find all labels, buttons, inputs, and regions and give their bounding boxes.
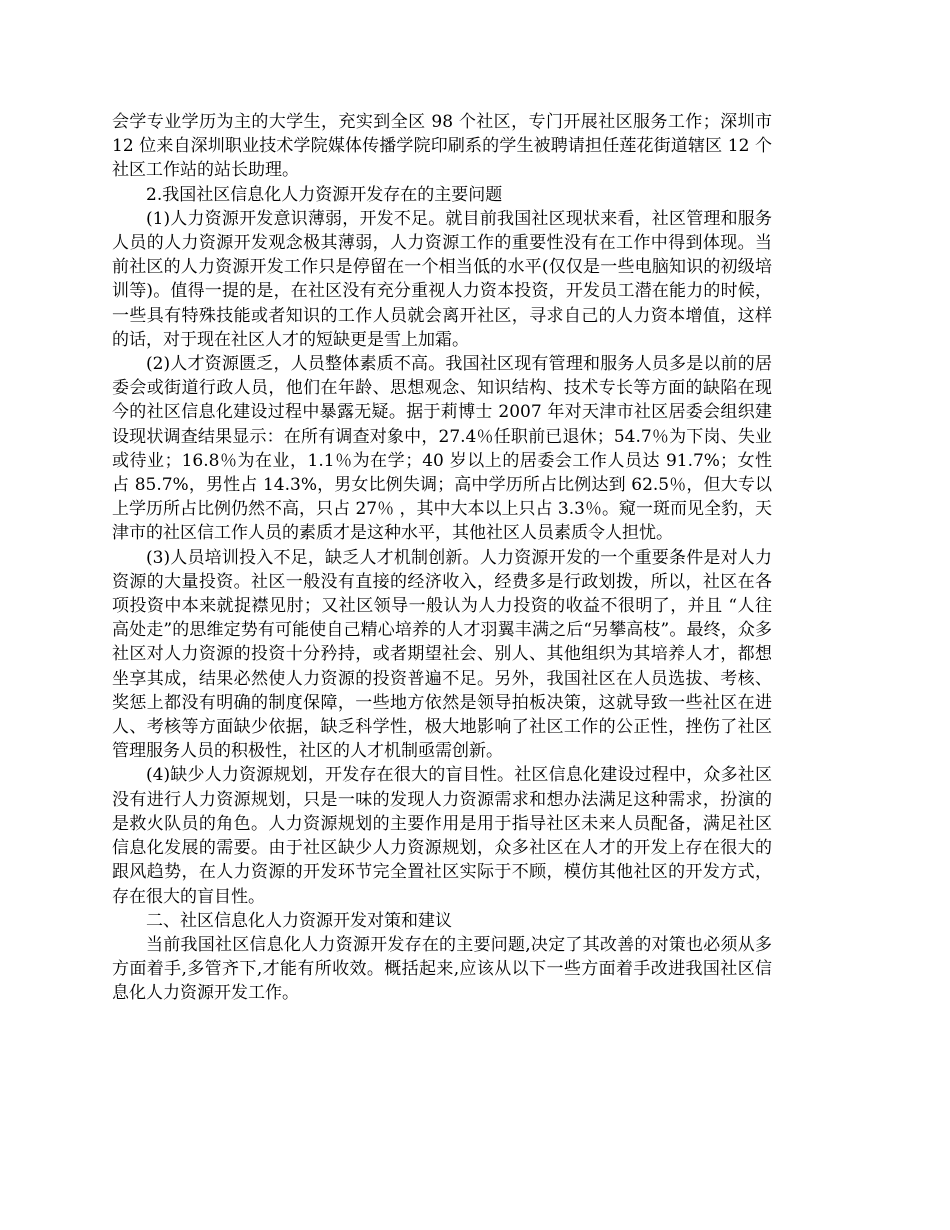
section-heading-countermeasures: 二、社区信息化人力资源开发对策和建议: [146, 910, 452, 931]
paragraph-point-3: (3)人员培训投入不足，缺乏人才机制创新。人力资源开发的一个重要条件是对人力资源的大量投资。社区一般没有直接的经济收入，经费多是行政划拨，所以，社区在各项投资中本来就捉襟见肘；又社区领导一般认为人力投资的收益不很明了，并且 “人往高处走”的思维定势有可能使自己精心培养的人才羽翼丰满之后“另攀高枝”。最终，众多社区对人力资源的投资十分矜持，或者期望社会、别人、其他组织为其培养人才，都想坐享其成，结果必然使人力资源的投资普遍不足。另外，我国社区在人员选拔、考核、奖惩上都没有明确的制度保障，一些地方依然是领导拍板决策，这就导致一些社区在进人、考核等方面缺少依据，缺乏科学性，极大地影响了社区工作的公正性，挫伤了社区管理服务人员的积极性，社区的人才机制亟需创新。: [112, 547, 772, 762]
continuation-paragraph: 会学专业学历为主的大学生，充实到全区 98 个社区，专门开展社区服务工作；深圳市 12 位来自深圳职业技术学院媒体传播学院印刷系的学生被聘请担任莲花街道辖区 12 个社区工作站的站长助理。: [112, 112, 772, 181]
paragraph-countermeasures-intro: 当前我国社区信息化人力资源开发存在的主要问题,决定了其改善的对策也必须从多方面着手,多管齐下,才能有所收效。概括起来,应该从以下一些方面着手改进我国社区信息化人力资源开发工作。: [112, 934, 772, 1004]
paragraph-point-1: (1)人力资源开发意识薄弱，开发不足。就目前我国社区现状来看，社区管理和服务人员的人力资源开发观念极其薄弱，人力资源工作的重要性没有在工作中得到体现。当前社区的人力资源开发工作只是停留在一个相当低的水平(仅仅是一些电脑知识的初级培训等)。值得一提的是，在社区没有充分重视人力资本投资，开发员工潜在能力的时候，一些具有特殊技能或者知识的工作人员就会离开社区，寻求自己的人力资本增值，这样的话，对于现在社区人才的短缺更是雪上加霜。: [112, 208, 772, 350]
section-heading-problems: 2.我国社区信息化人力资源开发存在的主要问题: [146, 184, 503, 205]
paragraph-point-2: (2)人才资源匮乏，人员整体素质不高。我国社区现有管理和服务人员多是以前的居委会或街道行政人员，他们在年龄、思想观念、知识结构、技术专长等方面的缺陷在现今的社区信息化建设过程中暴露无疑。据于莉博士 2007 年对天津市社区居委会组织建设现状调查结果显示：在所有调查对象中，27.4％任职前已退休；54.7％为下岗、失业或待业；16.8％为在业，1.1％为在学；40 岁以上的居委会工作人员达 91.7%；女性占 85.7%，男性占 14.3%，男女比例失调；高中学历所占比例达到 62.5％，但大专以上学历所占比例仍然不高，只占 27％ ，其中大本以上只占 3.3％。窥一斑而见全豹，天津市的社区信工作人员的素质才是这种水平，其他社区人员素质令人担忧。: [112, 354, 772, 544]
document-body: [112, 110, 772, 1006]
paragraph-point-4: (4)缺少人力资源规划，开发存在很大的盲目性。社区信息化建设过程中，众多社区没有进行人力资源规划，只是一味的发现人力资源需求和想办法满足这种需求，扮演的是救火队员的角色。人力资源规划的主要作用是用于指导社区未来人员配备，满足社区信息化发展的需要。由于社区缺少人力资源规划，众多社区在人才的开发上存在很大的跟风趋势，在人力资源的开发环节完全置社区实际于不顾，模仿其他社区的开发方式，存在很大的盲目性。: [112, 765, 772, 907]
